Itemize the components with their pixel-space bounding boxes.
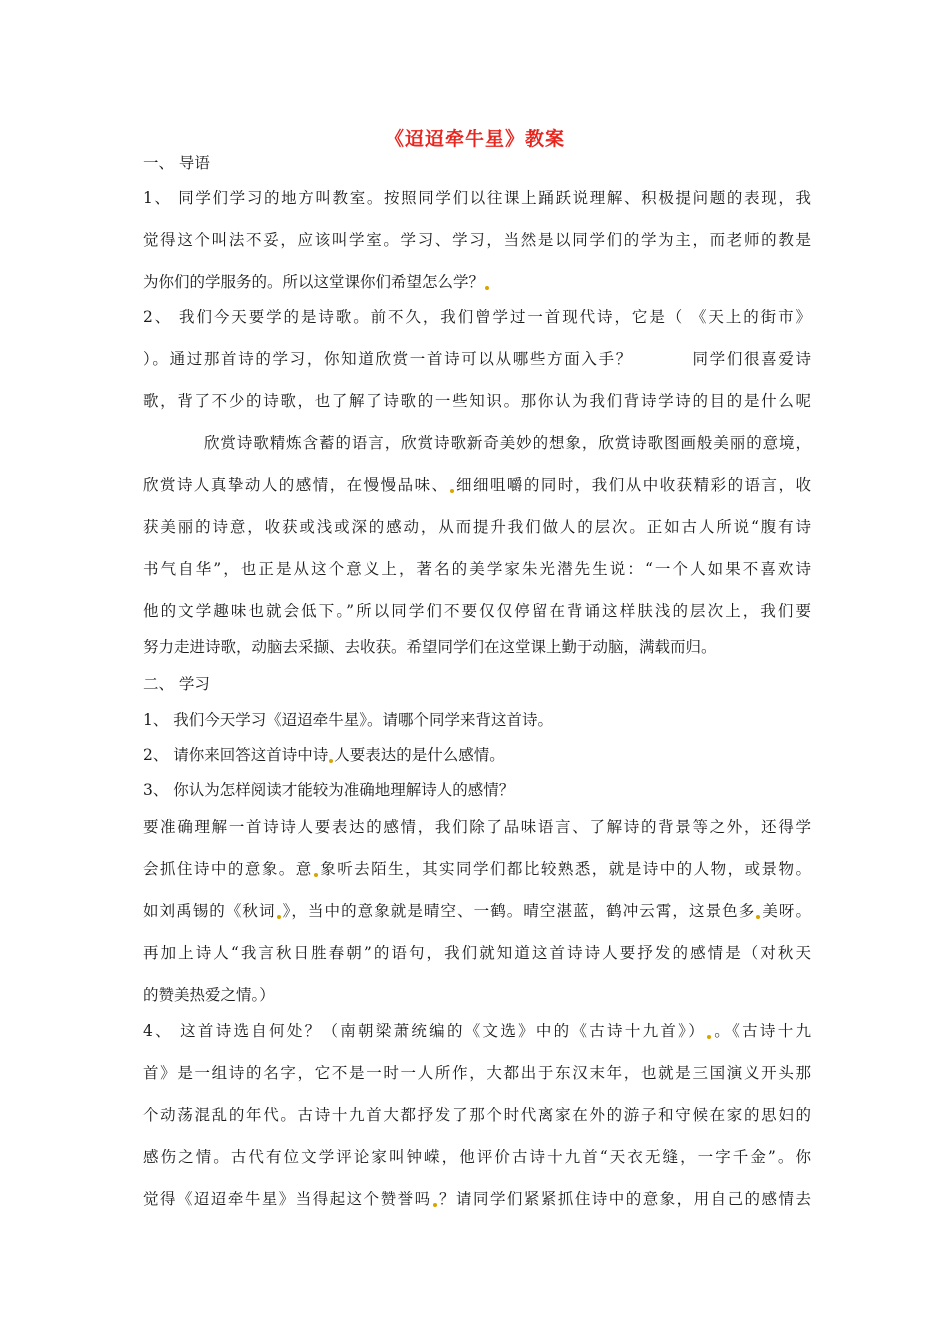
paragraph-line: [143, 272, 490, 292]
list-item: 1、 我们今天学习《迢迢牵牛星》。请哪个同学来背这首诗。: [143, 711, 554, 729]
paragraph-line: 2、 我们今天要学的是诗歌。前不久，我们曾学过一首现代诗，它是（ 《天上的街市》: [143, 308, 811, 326]
paragraph-line: 感伤之情。古代有位文学评论家叫钟嵘，他评价古诗十九首“天衣无缝，一字千金”。你: [143, 1148, 811, 1166]
paragraph-line: 努力走进诗歌，动脑去采撷、去收获。希望同学们在这堂课上勤于动脑，满载而归。: [143, 638, 717, 656]
page-title: 《迢迢牵牛星》教案: [384, 128, 565, 150]
text-run: 细细咀嚼的同时，我们从中收获精彩的语言，收: [454, 476, 811, 494]
paragraph-line: 再加上诗人“我言秋日胜春朝”的语句，我们就知道这首诗诗人要抒发的感情是（对秋天: [143, 944, 811, 962]
text-run: 4、 这首诗选自何处？（南朝梁萧统编的《文选》中的《古诗十九首》）: [143, 1022, 707, 1040]
annotation-marker: [756, 915, 760, 919]
text-run: 欣赏诗人真挚动人的感情，在慢慢品味、: [143, 476, 449, 494]
paragraph-line: [143, 475, 811, 495]
text-run: 2、 请你来回答这首诗中诗: [143, 746, 329, 764]
paragraph-line: [143, 349, 811, 369]
paragraph-line: 要准确理解一首诗诗人要表达的感情，我们除了品味语言、了解诗的背景等之外，还得学: [143, 818, 811, 836]
text-run: 如刘禹锡的《秋词: [143, 902, 276, 920]
text-run: 会抓住诗中的意象。意: [143, 860, 313, 878]
paragraph-line: 他的文学趣味也就会低下。”所以同学们不要仅仅停留在背诵这样肤浅的层次上，我们要: [143, 602, 811, 620]
list-item: 3、 你认为怎样阅读才能较为准确地理解诗人的感情？: [143, 781, 515, 799]
section-heading-study: 二、 学习: [143, 675, 210, 693]
paragraph-line: 1、 同学们学习的地方叫教室。按照同学们以往课上踊跃说理解、积极提问题的表现，我: [143, 189, 811, 207]
text-run: 人要表达的是什么感情。: [334, 746, 505, 764]
annotation-marker: [277, 915, 281, 919]
annotation-marker: [450, 489, 454, 493]
text-run: 觉得《迢迢牵牛星》当得起这个赞誉吗: [143, 1190, 432, 1208]
list-item: [143, 745, 505, 765]
text-run: 。《古诗十九: [712, 1022, 811, 1040]
text-run: 》，当中的意象就是晴空、一鹤。晴空湛蓝，鹤冲云霄，这景色多: [281, 902, 756, 920]
paragraph-line: 歌，背了不少的诗歌，也了解了诗歌的一些知识。那你认为我们背诗学诗的目的是什么呢: [143, 392, 811, 410]
paragraph-line: [143, 859, 811, 879]
paragraph-line: 的赞美热爱之情。）: [143, 986, 275, 1004]
paragraph-line: 首》是一组诗的名字，它不是一时一人所作，大都出于东汉末年，也就是三国演义开头那: [143, 1064, 811, 1082]
paragraph-line: 觉得这个叫法不妥，应该叫学室。学习、学习，当然是以同学们的学为主，而老师的教是: [143, 231, 811, 249]
annotation-marker: [707, 1035, 711, 1039]
paragraph-line: [143, 1189, 811, 1209]
text-run: ）。通过那首诗的学习，你知道欣赏一首诗可以从哪些方面入手？: [143, 350, 633, 368]
paragraph-line: 个动荡混乱的年代。古诗十九首大都抒发了那个时代离家在外的游子和守候在家的思妇的: [143, 1106, 811, 1124]
paragraph-line: 书气自华”，也正是从这个意义上，著名的美学家朱光潜先生说：“一个人如果不喜欢诗: [143, 560, 811, 578]
text-run: 同学们很喜爱诗: [690, 350, 811, 368]
text-run: ？请同学们紧紧抓住诗中的意象，用自己的感情去: [437, 1190, 811, 1208]
paragraph-line: 欣赏诗歌精炼含蓄的语言，欣赏诗歌新奇美妙的想象，欣赏诗歌图画般美丽的意境，: [204, 434, 811, 452]
annotation-marker: [485, 286, 489, 290]
text-run: 象听去陌生，其实同学们都比较熟悉，就是诗中的人物，或景物。: [318, 860, 811, 878]
paragraph-line: 获美丽的诗意，收获或浅或深的感动，从而提升我们做人的层次。正如古人所说“腹有诗: [143, 518, 811, 536]
text-run: 为你们的学服务的。所以这堂课你们希望怎么学？: [143, 273, 485, 291]
paragraph-line: [143, 901, 811, 921]
section-heading-intro: 一、 导语: [143, 154, 210, 172]
annotation-marker: [314, 873, 318, 877]
annotation-marker: [329, 759, 333, 763]
annotation-marker: [433, 1203, 437, 1207]
list-item: [143, 1021, 811, 1041]
text-run: 美呀。: [761, 902, 811, 920]
